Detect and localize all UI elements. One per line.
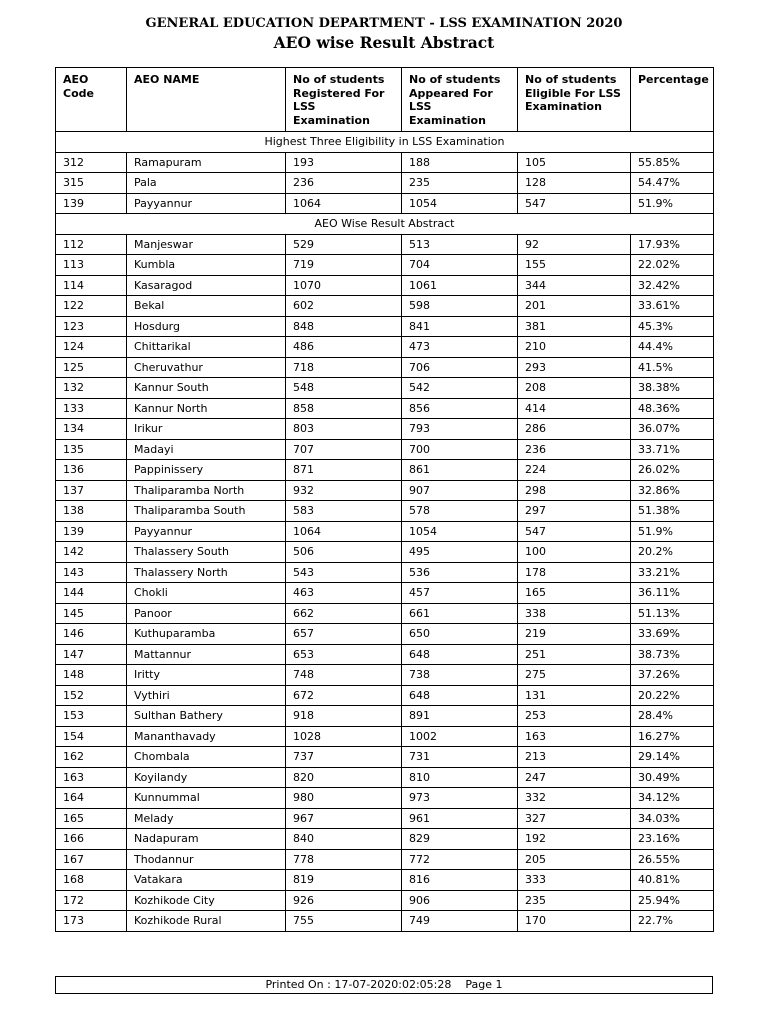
table-cell: 153 <box>56 706 127 727</box>
table-cell: 1061 <box>402 275 518 296</box>
table-cell: Thaliparamba South <box>127 501 286 522</box>
table-cell: 657 <box>286 624 402 645</box>
table-row <box>56 501 714 522</box>
table-cell: 22.7% <box>631 911 714 932</box>
table-cell: 672 <box>286 685 402 706</box>
table-row <box>56 378 714 399</box>
table-row <box>56 890 714 911</box>
table-cell: Kumbla <box>127 255 286 276</box>
table-cell: Ramapuram <box>127 152 286 173</box>
table-cell: 142 <box>56 542 127 563</box>
section-label-top: Highest Three Eligibility in LSS Examination <box>56 132 714 153</box>
table-cell: 338 <box>518 603 631 624</box>
table-cell: Iritty <box>127 665 286 686</box>
table-cell: 856 <box>402 398 518 419</box>
table-cell: 168 <box>56 870 127 891</box>
table-cell: Melady <box>127 808 286 829</box>
table-cell: 154 <box>56 726 127 747</box>
table-cell: Panoor <box>127 603 286 624</box>
table-cell: 251 <box>518 644 631 665</box>
table-cell: 961 <box>402 808 518 829</box>
table-cell: 848 <box>286 316 402 337</box>
table-cell: 706 <box>402 357 518 378</box>
table-cell: 473 <box>402 337 518 358</box>
table-cell: 138 <box>56 501 127 522</box>
table-cell: 40.81% <box>631 870 714 891</box>
table-cell: Payyannur <box>127 521 286 542</box>
section-row-top <box>56 132 714 153</box>
table-row <box>56 296 714 317</box>
table-row <box>56 398 714 419</box>
table-cell: 548 <box>286 378 402 399</box>
table-cell: 661 <box>402 603 518 624</box>
table-cell: 286 <box>518 419 631 440</box>
table-cell: 293 <box>518 357 631 378</box>
table-cell: 51.9% <box>631 193 714 214</box>
table-cell: Kozhikode City <box>127 890 286 911</box>
table-cell: 327 <box>518 808 631 829</box>
table-cell: 235 <box>402 173 518 194</box>
table-cell: 1054 <box>402 193 518 214</box>
table-cell: 165 <box>518 583 631 604</box>
table-cell: 135 <box>56 439 127 460</box>
table-cell: 122 <box>56 296 127 317</box>
column-header: AEO Code <box>56 68 127 132</box>
table-cell: 163 <box>56 767 127 788</box>
table-cell: 139 <box>56 193 127 214</box>
table-cell: 1064 <box>286 193 402 214</box>
table-cell: 578 <box>402 501 518 522</box>
table-row <box>56 583 714 604</box>
table-row <box>56 665 714 686</box>
table-cell: 793 <box>402 419 518 440</box>
table-cell: 128 <box>518 173 631 194</box>
table-cell: 33.21% <box>631 562 714 583</box>
table-cell: 136 <box>56 460 127 481</box>
column-header: Percentage <box>631 68 714 132</box>
table-row <box>56 808 714 829</box>
table-cell: 113 <box>56 255 127 276</box>
table-cell: Thalassery North <box>127 562 286 583</box>
table-cell: 166 <box>56 829 127 850</box>
table-row <box>56 173 714 194</box>
table-cell: 123 <box>56 316 127 337</box>
table-cell: 973 <box>402 788 518 809</box>
table-row <box>56 767 714 788</box>
table-row <box>56 193 714 214</box>
table-cell: 602 <box>286 296 402 317</box>
column-header: No of students Registered For LSS Examination <box>286 68 402 132</box>
header-row <box>56 68 714 132</box>
table-cell: 543 <box>286 562 402 583</box>
table-cell: Vatakara <box>127 870 286 891</box>
table-cell: 463 <box>286 583 402 604</box>
table-cell: 112 <box>56 234 127 255</box>
table-cell: 219 <box>518 624 631 645</box>
table-cell: 871 <box>286 460 402 481</box>
table-cell: Pala <box>127 173 286 194</box>
table-cell: 172 <box>56 890 127 911</box>
table-cell: 457 <box>402 583 518 604</box>
table-cell: 547 <box>518 193 631 214</box>
table-cell: 542 <box>402 378 518 399</box>
table-row <box>56 829 714 850</box>
table-cell: 131 <box>518 685 631 706</box>
table-cell: 26.55% <box>631 849 714 870</box>
table-cell: 829 <box>402 829 518 850</box>
table-cell: 100 <box>518 542 631 563</box>
table-row <box>56 788 714 809</box>
table-cell: Sulthan Bathery <box>127 706 286 727</box>
table-cell: 719 <box>286 255 402 276</box>
table-cell: 34.03% <box>631 808 714 829</box>
table-cell: 1028 <box>286 726 402 747</box>
table-cell: 648 <box>402 685 518 706</box>
table-cell: Manjeswar <box>127 234 286 255</box>
table-cell: 147 <box>56 644 127 665</box>
table-cell: 1002 <box>402 726 518 747</box>
section-label-abstract: AEO Wise Result Abstract <box>56 214 714 235</box>
table-cell: 414 <box>518 398 631 419</box>
table-cell: 17.93% <box>631 234 714 255</box>
table-cell: 700 <box>402 439 518 460</box>
table-cell: 144 <box>56 583 127 604</box>
table-cell: 167 <box>56 849 127 870</box>
table-cell: 41.5% <box>631 357 714 378</box>
table-cell: 170 <box>518 911 631 932</box>
document-subtitle: AEO wise Result Abstract <box>273 33 495 52</box>
table-cell: 737 <box>286 747 402 768</box>
table-cell: 105 <box>518 152 631 173</box>
table-row <box>56 706 714 727</box>
table-cell: 253 <box>518 706 631 727</box>
table-row <box>56 624 714 645</box>
table-cell: 718 <box>286 357 402 378</box>
table-cell: Irikur <box>127 419 286 440</box>
table-cell: 155 <box>518 255 631 276</box>
table-cell: 137 <box>56 480 127 501</box>
table-cell: 236 <box>518 439 631 460</box>
table-cell: 45.3% <box>631 316 714 337</box>
result-table <box>55 67 714 932</box>
table-cell: Chittarikal <box>127 337 286 358</box>
table-cell: 906 <box>402 890 518 911</box>
table-cell: 143 <box>56 562 127 583</box>
table-cell: 513 <box>402 234 518 255</box>
table-cell: 38.73% <box>631 644 714 665</box>
table-row <box>56 870 714 891</box>
table-cell: 148 <box>56 665 127 686</box>
table-cell: 25.94% <box>631 890 714 911</box>
table-cell: Thalassery South <box>127 542 286 563</box>
table-cell: 926 <box>286 890 402 911</box>
table-cell: 236 <box>286 173 402 194</box>
table-cell: 210 <box>518 337 631 358</box>
table-cell: 333 <box>518 870 631 891</box>
table-cell: 36.07% <box>631 419 714 440</box>
table-cell: 32.42% <box>631 275 714 296</box>
table-cell: 37.26% <box>631 665 714 686</box>
table-cell: 51.38% <box>631 501 714 522</box>
table-cell: 134 <box>56 419 127 440</box>
table-cell: 139 <box>56 521 127 542</box>
table-cell: 653 <box>286 644 402 665</box>
table-row <box>56 603 714 624</box>
table-cell: 188 <box>402 152 518 173</box>
table-cell: 738 <box>402 665 518 686</box>
table-cell: 650 <box>402 624 518 645</box>
table-cell: 33.69% <box>631 624 714 645</box>
table-cell: 23.16% <box>631 829 714 850</box>
table-row <box>56 275 714 296</box>
table-cell: 28.4% <box>631 706 714 727</box>
table-cell: 1070 <box>286 275 402 296</box>
table-cell: 1064 <box>286 521 402 542</box>
table-cell: Kunnummal <box>127 788 286 809</box>
table-cell: 165 <box>56 808 127 829</box>
table-cell: 707 <box>286 439 402 460</box>
table-cell: Kozhikode Rural <box>127 911 286 932</box>
table-cell: Pappinissery <box>127 460 286 481</box>
table-cell: 193 <box>286 152 402 173</box>
table-cell: 22.02% <box>631 255 714 276</box>
table-row <box>56 562 714 583</box>
table-cell: 125 <box>56 357 127 378</box>
table-cell: 29.14% <box>631 747 714 768</box>
table-cell: 598 <box>402 296 518 317</box>
table-cell: Thaliparamba North <box>127 480 286 501</box>
table-cell: 55.85% <box>631 152 714 173</box>
table-cell: 731 <box>402 747 518 768</box>
document-title: GENERAL EDUCATION DEPARTMENT - LSS EXAMINATION 2020 <box>145 16 623 31</box>
table-cell: 749 <box>402 911 518 932</box>
table-cell: Koyilandy <box>127 767 286 788</box>
table-cell: 662 <box>286 603 402 624</box>
table-cell: 235 <box>518 890 631 911</box>
table-cell: 33.61% <box>631 296 714 317</box>
table-cell: 547 <box>518 521 631 542</box>
table-cell: 819 <box>286 870 402 891</box>
table-cell: 495 <box>402 542 518 563</box>
table-cell: 224 <box>518 460 631 481</box>
table-row <box>56 357 714 378</box>
table-cell: 208 <box>518 378 631 399</box>
table-row <box>56 644 714 665</box>
table-cell: 145 <box>56 603 127 624</box>
table-cell: Chombala <box>127 747 286 768</box>
table-cell: 704 <box>402 255 518 276</box>
table-cell: Vythiri <box>127 685 286 706</box>
table-cell: Nadapuram <box>127 829 286 850</box>
table-cell: Mananthavady <box>127 726 286 747</box>
table-cell: Kannur South <box>127 378 286 399</box>
table-row <box>56 255 714 276</box>
table-row <box>56 234 714 255</box>
table-cell: 173 <box>56 911 127 932</box>
table-cell: 1054 <box>402 521 518 542</box>
table-cell: Mattannur <box>127 644 286 665</box>
table-cell: Payyannur <box>127 193 286 214</box>
table-cell: 381 <box>518 316 631 337</box>
table-cell: 907 <box>402 480 518 501</box>
table-row <box>56 337 714 358</box>
table-cell: 192 <box>518 829 631 850</box>
table-cell: 932 <box>286 480 402 501</box>
table-cell: 755 <box>286 911 402 932</box>
table-cell: Thodannur <box>127 849 286 870</box>
table-cell: 51.9% <box>631 521 714 542</box>
table-cell: 840 <box>286 829 402 850</box>
table-cell: 918 <box>286 706 402 727</box>
table-cell: Kannur North <box>127 398 286 419</box>
table-cell: 124 <box>56 337 127 358</box>
table-cell: Bekal <box>127 296 286 317</box>
table-cell: 213 <box>518 747 631 768</box>
table-cell: 201 <box>518 296 631 317</box>
table-cell: 891 <box>402 706 518 727</box>
table-cell: 529 <box>286 234 402 255</box>
table-cell: 152 <box>56 685 127 706</box>
table-cell: 841 <box>402 316 518 337</box>
table-row <box>56 726 714 747</box>
table-row <box>56 419 714 440</box>
table-cell: 748 <box>286 665 402 686</box>
table-cell: Kuthuparamba <box>127 624 286 645</box>
table-cell: 33.71% <box>631 439 714 460</box>
table-cell: Kasaragod <box>127 275 286 296</box>
table-cell: 315 <box>56 173 127 194</box>
table-cell: 536 <box>402 562 518 583</box>
table-cell: 30.49% <box>631 767 714 788</box>
table-cell: 26.02% <box>631 460 714 481</box>
section-row-abstract <box>56 214 714 235</box>
column-header: AEO NAME <box>127 68 286 132</box>
table-cell: 980 <box>286 788 402 809</box>
table-cell: 820 <box>286 767 402 788</box>
table-cell: 648 <box>402 644 518 665</box>
table-cell: 162 <box>56 747 127 768</box>
table-cell: 48.36% <box>631 398 714 419</box>
printed-on-text: Printed On : 17-07-2020:02:05:28 <box>265 978 452 991</box>
table-cell: Cheruvathur <box>127 357 286 378</box>
table-cell: Madayi <box>127 439 286 460</box>
table-cell: 32.86% <box>631 480 714 501</box>
column-header: No of students Appeared For LSS Examination <box>402 68 518 132</box>
table-row <box>56 521 714 542</box>
page-footer <box>55 976 713 994</box>
table-cell: 114 <box>56 275 127 296</box>
table-row <box>56 685 714 706</box>
table-cell: Hosdurg <box>127 316 286 337</box>
table-row <box>56 316 714 337</box>
table-row <box>56 460 714 481</box>
table-cell: 16.27% <box>631 726 714 747</box>
table-row <box>56 911 714 932</box>
table-cell: 38.38% <box>631 378 714 399</box>
table-cell: 20.22% <box>631 685 714 706</box>
table-row <box>56 480 714 501</box>
table-cell: 34.12% <box>631 788 714 809</box>
table-cell: 132 <box>56 378 127 399</box>
table-cell: 861 <box>402 460 518 481</box>
table-cell: 92 <box>518 234 631 255</box>
table-cell: 816 <box>402 870 518 891</box>
table-cell: 247 <box>518 767 631 788</box>
table-cell: 778 <box>286 849 402 870</box>
table-cell: 858 <box>286 398 402 419</box>
table-cell: 297 <box>518 501 631 522</box>
table-cell: 810 <box>402 767 518 788</box>
table-cell: 51.13% <box>631 603 714 624</box>
table-cell: 298 <box>518 480 631 501</box>
table-cell: 486 <box>286 337 402 358</box>
column-header: No of students Eligible For LSS Examination <box>518 68 631 132</box>
table-cell: 803 <box>286 419 402 440</box>
table-row <box>56 542 714 563</box>
table-row <box>56 439 714 460</box>
table-cell: 146 <box>56 624 127 645</box>
table-cell: 506 <box>286 542 402 563</box>
table-cell: 344 <box>518 275 631 296</box>
table-cell: 133 <box>56 398 127 419</box>
table-row <box>56 849 714 870</box>
table-cell: 583 <box>286 501 402 522</box>
table-cell: 178 <box>518 562 631 583</box>
table-cell: 275 <box>518 665 631 686</box>
table-cell: 205 <box>518 849 631 870</box>
table-row <box>56 747 714 768</box>
table-row <box>56 152 714 173</box>
table-cell: 967 <box>286 808 402 829</box>
table-cell: Chokli <box>127 583 286 604</box>
table-cell: 20.2% <box>631 542 714 563</box>
table-cell: 312 <box>56 152 127 173</box>
table-cell: 54.47% <box>631 173 714 194</box>
table-cell: 164 <box>56 788 127 809</box>
page-number: Page 1 <box>465 978 503 991</box>
table-cell: 44.4% <box>631 337 714 358</box>
table-cell: 332 <box>518 788 631 809</box>
table-cell: 163 <box>518 726 631 747</box>
table-cell: 36.11% <box>631 583 714 604</box>
table-cell: 772 <box>402 849 518 870</box>
